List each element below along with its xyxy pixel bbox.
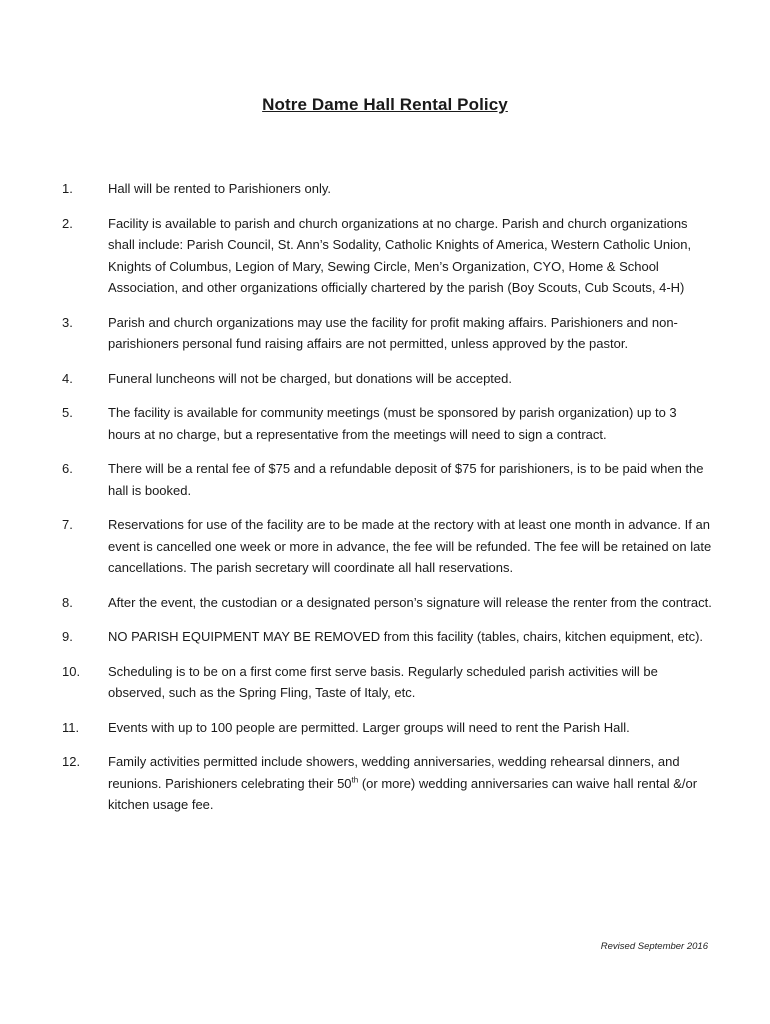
item-text: Reservations for use of the facility are to be made at the rectory with at least one month in advance. If an event is cancelled one week or more in advance, the fee will be refunded. The fee will be retained on late cancellations. The parish secretary will coordinate all hall reservations. <box>108 517 712 575</box>
page-title: Notre Dame Hall Rental Policy <box>262 95 508 114</box>
list-item <box>62 626 712 648</box>
item-text: Events with up to 100 people are permitted. Larger groups will need to rent the Parish Hall. <box>108 719 630 735</box>
list-item <box>62 514 712 579</box>
item-text: Facility is available to parish and church organizations at no charge. Parish and church organizations shall include: Parish Council, St. Ann’s Sodality, Catholic Knights of America, Western Catholic Union, Knights of Columbus, Legion of Mary, Sewing Circle, Men’s Organization, CYO, Home & School Association, and other organizations officially chartered by the parish (Boy Scouts, Cub Scouts, 4-H) <box>108 215 692 295</box>
item-text-after: (or more) wedding anniversaries can waive hall rental &/or kitchen usage fee. <box>108 775 698 812</box>
item-number: 5. <box>62 405 73 420</box>
item-number: 10. <box>62 663 81 679</box>
ordinal-superscript: th <box>351 775 359 785</box>
item-number: 3. <box>62 314 73 330</box>
item-text <box>108 751 712 816</box>
item-number: 1. <box>62 181 73 196</box>
list-item <box>62 717 712 739</box>
item-text: Hall will be rented to Parishioners only. <box>108 181 332 196</box>
item-text: After the event, the custodian or a designated person’s signature will release the renter from the contract. <box>108 594 712 610</box>
list-item <box>62 592 712 614</box>
item-text: Funeral luncheons will not be charged, but donations will be accepted. <box>108 370 512 386</box>
list-item <box>62 661 712 704</box>
item-text: Scheduling is to be on a first come first serve basis. Regularly scheduled parish activities will be observed, such as the Spring Fling, Taste of Italy, etc. <box>108 663 658 700</box>
item-text: NO PARISH EQUIPMENT MAY BE REMOVED from this facility (tables, chairs, kitchen equipment, etc). <box>108 629 704 644</box>
item-number: 6. <box>62 461 73 476</box>
item-number: 9. <box>62 629 73 644</box>
item-text: Parish and church organizations may use the facility for profit making affairs. Parishioners and non-parishioners personal fund raising affairs are not permitted, unless approved by the pastor. <box>108 314 678 351</box>
list-item <box>62 312 712 355</box>
item-number: 11. <box>62 719 80 735</box>
list-item <box>62 368 712 390</box>
item-number: 12. <box>62 754 81 769</box>
list-item <box>62 402 712 445</box>
policy-list <box>62 178 712 829</box>
list-item <box>62 178 712 200</box>
item-text: The facility is available for community meetings (must be sponsored by parish organization) up to 3 hours at no charge, but a representative from the meetings will need to sign a contract. <box>108 405 677 442</box>
item-number: 7. <box>62 517 73 532</box>
item-number: 4. <box>62 370 73 386</box>
item-text: There will be a rental fee of $75 and a refundable deposit of $75 for parishioners, is to be paid when the hall is booked. <box>108 461 704 498</box>
item-text-before: Family activities permitted include showers, wedding anniversaries, wedding rehearsal dinners, and reunions. Parishioners celebrating their 50 <box>108 754 680 791</box>
list-item <box>62 458 712 501</box>
item-number: 2. <box>62 215 73 231</box>
list-item <box>62 213 712 299</box>
item-number: 8. <box>62 594 73 610</box>
revision-note: Revised September 2016 <box>600 941 708 952</box>
list-item <box>62 751 712 816</box>
